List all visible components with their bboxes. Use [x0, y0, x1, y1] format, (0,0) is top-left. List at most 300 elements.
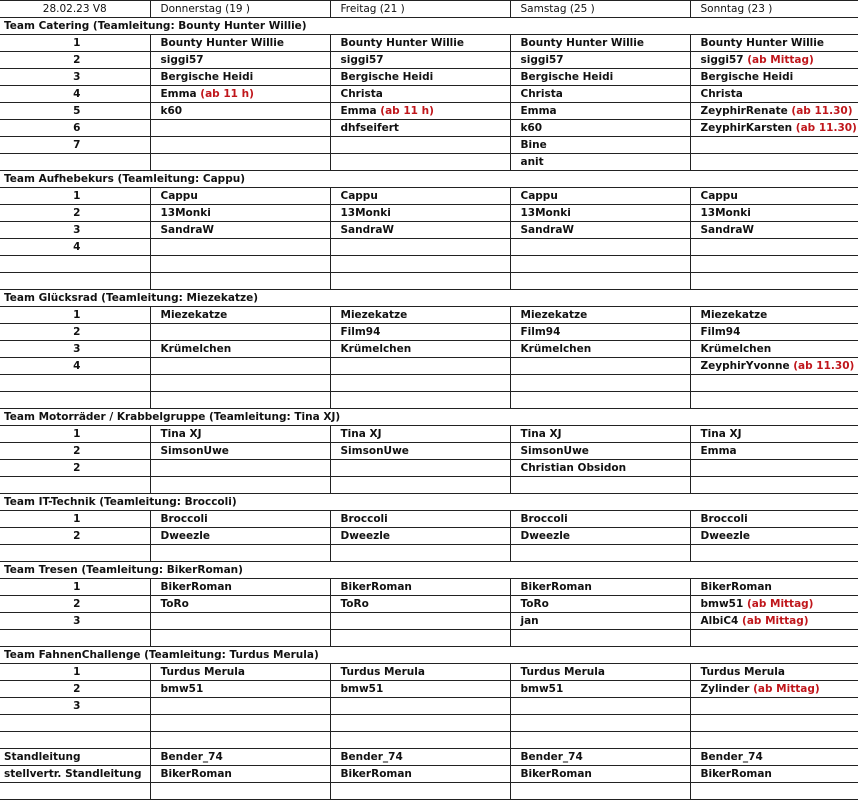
- volunteer-name: Turdus Merula: [520, 666, 605, 678]
- volunteer-name: SandraW: [340, 224, 394, 236]
- section-title-row: [0, 647, 858, 664]
- schedule-cell[interactable]: [510, 715, 690, 732]
- row-label[interactable]: 1: [0, 188, 150, 205]
- schedule-cell[interactable]: [330, 52, 510, 69]
- volunteer-name: Bergische Heidi: [340, 71, 434, 83]
- day-header-sunday[interactable]: Sonntag (23 ): [690, 1, 858, 18]
- schedule-cell[interactable]: [330, 749, 510, 766]
- schedule-cell[interactable]: [330, 375, 510, 392]
- row-label[interactable]: [0, 630, 150, 647]
- volunteer-name: ToRo: [160, 598, 189, 610]
- schedule-cell[interactable]: [330, 307, 510, 324]
- row-label[interactable]: 2: [0, 528, 150, 545]
- schedule-cell[interactable]: [150, 460, 330, 477]
- schedule-cell[interactable]: [510, 69, 690, 86]
- section-title-row: [0, 290, 858, 307]
- schedule-cell[interactable]: [150, 375, 330, 392]
- volunteer-name: 13Monki: [700, 207, 751, 219]
- volunteer-name: Cappu: [340, 190, 378, 202]
- schedule-cell[interactable]: [330, 511, 510, 528]
- volunteer-name: Broccoli: [340, 513, 388, 525]
- schedule-cell[interactable]: [690, 239, 858, 256]
- volunteer-name: Miezekatze: [340, 309, 408, 321]
- schedule-cell[interactable]: [150, 681, 330, 698]
- table-row: [0, 477, 858, 494]
- footer-row: [0, 783, 858, 800]
- row-label[interactable]: 2: [0, 596, 150, 613]
- schedule-cell[interactable]: [150, 511, 330, 528]
- schedule-cell[interactable]: [690, 749, 858, 766]
- schedule-cell[interactable]: [690, 613, 858, 630]
- schedule-cell[interactable]: [330, 596, 510, 613]
- schedule-cell[interactable]: [690, 307, 858, 324]
- volunteer-name: Emma: [160, 88, 197, 100]
- schedule-cell[interactable]: [330, 120, 510, 137]
- section-title-row: [0, 18, 858, 35]
- table-row: [0, 69, 858, 86]
- schedule-cell[interactable]: [690, 630, 858, 647]
- volunteer-name: SimsonUwe: [340, 445, 409, 457]
- table-row: [0, 154, 858, 171]
- row-label[interactable]: 4: [0, 239, 150, 256]
- schedule-cell[interactable]: [510, 477, 690, 494]
- volunteer-name: AlbiC4: [700, 615, 739, 627]
- table-row: [0, 273, 858, 290]
- schedule-cell[interactable]: [150, 273, 330, 290]
- schedule-cell[interactable]: [510, 324, 690, 341]
- schedule-cell[interactable]: [510, 511, 690, 528]
- table-row: [0, 579, 858, 596]
- row-label[interactable]: [0, 375, 150, 392]
- schedule-cell[interactable]: [150, 256, 330, 273]
- schedule-cell[interactable]: [510, 460, 690, 477]
- volunteer-name: Cappu: [520, 190, 558, 202]
- volunteer-name: dhfseifert: [340, 122, 399, 134]
- table-row: [0, 103, 858, 120]
- schedule-cell[interactable]: [510, 358, 690, 375]
- row-label[interactable]: [0, 732, 150, 749]
- schedule-cell[interactable]: [690, 528, 858, 545]
- schedule-cell[interactable]: [150, 426, 330, 443]
- volunteer-name: ZeyphirRenate: [700, 105, 788, 117]
- schedule-cell[interactable]: [690, 460, 858, 477]
- volunteer-name: Bounty Hunter Willie: [700, 37, 824, 49]
- row-label[interactable]: 2: [0, 443, 150, 460]
- volunteer-name: ToRo: [340, 598, 369, 610]
- section-title[interactable]: Team Motorräder / Krabbelgruppe (Teamleitung: Tina XJ): [0, 409, 858, 426]
- section-title-row: [0, 171, 858, 188]
- volunteer-name: Cappu: [160, 190, 198, 202]
- schedule-cell[interactable]: [150, 545, 330, 562]
- schedule-cell[interactable]: [690, 205, 858, 222]
- schedule-cell[interactable]: [690, 341, 858, 358]
- schedule-cell[interactable]: [690, 273, 858, 290]
- volunteer-name: bmw51: [700, 598, 744, 610]
- row-label[interactable]: [0, 392, 150, 409]
- schedule-cell[interactable]: [510, 766, 690, 783]
- table-row: [0, 86, 858, 103]
- schedule-cell[interactable]: [510, 392, 690, 409]
- volunteer-name: Film94: [700, 326, 741, 338]
- time-note: (ab 11 h): [380, 105, 434, 117]
- schedule-cell[interactable]: [510, 35, 690, 52]
- schedule-cell[interactable]: [150, 137, 330, 154]
- schedule-cell[interactable]: [690, 256, 858, 273]
- volunteer-name: Bounty Hunter Willie: [520, 37, 644, 49]
- table-row: [0, 698, 858, 715]
- schedule-cell[interactable]: [510, 596, 690, 613]
- schedule-cell[interactable]: [510, 273, 690, 290]
- row-label[interactable]: 2: [0, 205, 150, 222]
- volunteer-name: Zylinder: [700, 683, 750, 695]
- schedule-cell[interactable]: [330, 239, 510, 256]
- schedule-cell[interactable]: [690, 545, 858, 562]
- table-row: [0, 392, 858, 409]
- volunteer-name: ZeyphirYvonne: [700, 360, 790, 372]
- schedule-cell[interactable]: [330, 273, 510, 290]
- row-label[interactable]: 3: [0, 698, 150, 715]
- table-row: [0, 732, 858, 749]
- schedule-cell[interactable]: [330, 392, 510, 409]
- schedule-cell[interactable]: [330, 222, 510, 239]
- schedule-cell[interactable]: [150, 324, 330, 341]
- volunteer-name: Miezekatze: [160, 309, 228, 321]
- schedule-cell[interactable]: [690, 783, 858, 800]
- schedule-cell[interactable]: [690, 120, 858, 137]
- schedule-cell[interactable]: [150, 477, 330, 494]
- row-label[interactable]: Standleitung: [0, 749, 150, 766]
- schedule-cell[interactable]: [330, 545, 510, 562]
- table-row: [0, 715, 858, 732]
- schedule-cell[interactable]: [330, 613, 510, 630]
- time-note: (ab Mittag): [747, 54, 814, 66]
- schedule-cell[interactable]: [510, 307, 690, 324]
- schedule-cell[interactable]: [510, 783, 690, 800]
- schedule-cell[interactable]: [690, 511, 858, 528]
- schedule-cell[interactable]: [150, 103, 330, 120]
- schedule-cell[interactable]: [510, 188, 690, 205]
- schedule-cell[interactable]: [330, 69, 510, 86]
- schedule-cell[interactable]: [150, 222, 330, 239]
- schedule-cell[interactable]: [330, 528, 510, 545]
- row-label[interactable]: 6: [0, 120, 150, 137]
- schedule-cell[interactable]: [510, 545, 690, 562]
- row-label[interactable]: 3: [0, 613, 150, 630]
- schedule-cell[interactable]: [150, 698, 330, 715]
- schedule-cell[interactable]: [690, 681, 858, 698]
- table-row: [0, 426, 858, 443]
- time-note: (ab 11.30): [793, 360, 855, 372]
- volunteer-name: siggi57: [160, 54, 204, 66]
- schedule-cell[interactable]: [690, 477, 858, 494]
- day-header-friday[interactable]: Freitag (21 ): [330, 1, 510, 18]
- schedule-cell[interactable]: [150, 205, 330, 222]
- row-label[interactable]: [0, 154, 150, 171]
- table-row: [0, 52, 858, 69]
- schedule-cell[interactable]: [150, 239, 330, 256]
- volunteer-name: 13Monki: [520, 207, 571, 219]
- schedule-cell[interactable]: [150, 307, 330, 324]
- schedule-cell[interactable]: [690, 154, 858, 171]
- schedule-cell[interactable]: [690, 392, 858, 409]
- schedule-cell[interactable]: [690, 426, 858, 443]
- schedule-cell[interactable]: [330, 358, 510, 375]
- schedule-cell[interactable]: [330, 698, 510, 715]
- volunteer-name: BikerRoman: [340, 768, 412, 780]
- schedule-cell[interactable]: [330, 205, 510, 222]
- volunteer-name: SimsonUwe: [160, 445, 229, 457]
- schedule-cell[interactable]: [690, 715, 858, 732]
- volunteer-name: Emma: [340, 105, 377, 117]
- schedule-cell[interactable]: [510, 630, 690, 647]
- schedule-cell[interactable]: [330, 783, 510, 800]
- schedule-cell[interactable]: [510, 443, 690, 460]
- schedule-cell[interactable]: [330, 154, 510, 171]
- schedule-cell[interactable]: [330, 137, 510, 154]
- table-row: [0, 511, 858, 528]
- row-label[interactable]: 1: [0, 426, 150, 443]
- schedule-cell[interactable]: [690, 188, 858, 205]
- time-note: (ab 11.30): [795, 122, 857, 134]
- schedule-cell[interactable]: [330, 477, 510, 494]
- schedule-cell[interactable]: [330, 324, 510, 341]
- row-label[interactable]: 1: [0, 511, 150, 528]
- day-header-thursday[interactable]: Donnerstag (19 ): [150, 1, 330, 18]
- schedule-cell[interactable]: [330, 579, 510, 596]
- schedule-cell[interactable]: [150, 732, 330, 749]
- time-note: (ab Mittag): [742, 615, 809, 627]
- row-label[interactable]: 3: [0, 69, 150, 86]
- volunteer-name: Bender_74: [160, 751, 223, 763]
- schedule-cell[interactable]: [690, 596, 858, 613]
- schedule-cell[interactable]: [690, 579, 858, 596]
- schedule-cell[interactable]: [510, 341, 690, 358]
- row-label[interactable]: 1: [0, 35, 150, 52]
- row-label[interactable]: [0, 715, 150, 732]
- schedule-cell[interactable]: [690, 358, 858, 375]
- volunteer-name: Emma: [700, 445, 737, 457]
- schedule-cell[interactable]: [510, 698, 690, 715]
- schedule-cell[interactable]: [150, 783, 330, 800]
- row-label[interactable]: 1: [0, 579, 150, 596]
- schedule-cell[interactable]: [690, 52, 858, 69]
- schedule-cell[interactable]: [510, 426, 690, 443]
- schedule-cell[interactable]: [150, 596, 330, 613]
- schedule-cell[interactable]: [330, 664, 510, 681]
- schedule-cell[interactable]: [150, 120, 330, 137]
- schedule-cell[interactable]: [690, 324, 858, 341]
- schedule-cell[interactable]: [510, 154, 690, 171]
- volunteer-name: Krümelchen: [160, 343, 232, 355]
- schedule-cell[interactable]: [150, 341, 330, 358]
- row-label[interactable]: 5: [0, 103, 150, 120]
- table-row: [0, 528, 858, 545]
- section-title[interactable]: Team IT-Technik (Teamleitung: Broccoli): [0, 494, 858, 511]
- schedule-cell[interactable]: [690, 103, 858, 120]
- schedule-cell[interactable]: [330, 681, 510, 698]
- schedule-cell[interactable]: [150, 749, 330, 766]
- schedule-cell[interactable]: [690, 443, 858, 460]
- schedule-cell[interactable]: [690, 69, 858, 86]
- volunteer-name: SimsonUwe: [520, 445, 589, 457]
- table-row: [0, 35, 858, 52]
- schedule-cell[interactable]: [510, 222, 690, 239]
- row-label[interactable]: 2: [0, 52, 150, 69]
- volunteer-name: Bergische Heidi: [520, 71, 614, 83]
- section-title[interactable]: Team FahnenChallenge (Teamleitung: Turdus Merula): [0, 647, 858, 664]
- schedule-cell[interactable]: [510, 239, 690, 256]
- schedule-cell[interactable]: [150, 579, 330, 596]
- row-label[interactable]: 2: [0, 324, 150, 341]
- volunteer-name: Miezekatze: [520, 309, 588, 321]
- volunteer-name: Bergische Heidi: [700, 71, 794, 83]
- schedule-cell[interactable]: [330, 715, 510, 732]
- schedule-cell[interactable]: [510, 681, 690, 698]
- section-title[interactable]: Team Tresen (Teamleitung: BikerRoman): [0, 562, 858, 579]
- schedule-cell[interactable]: [690, 222, 858, 239]
- table-row: [0, 188, 858, 205]
- row-label[interactable]: 3: [0, 341, 150, 358]
- schedule-cell[interactable]: [510, 732, 690, 749]
- schedule-cell[interactable]: [150, 358, 330, 375]
- schedule-cell[interactable]: [510, 664, 690, 681]
- schedule-cell[interactable]: [150, 188, 330, 205]
- row-label[interactable]: [0, 545, 150, 562]
- table-row: [0, 222, 858, 239]
- row-label[interactable]: 3: [0, 222, 150, 239]
- schedule-cell[interactable]: [330, 766, 510, 783]
- volunteer-name: BikerRoman: [160, 581, 232, 593]
- schedule-cell[interactable]: [150, 443, 330, 460]
- schedule-cell[interactable]: [150, 766, 330, 783]
- row-label[interactable]: 4: [0, 358, 150, 375]
- schedule-cell[interactable]: [330, 732, 510, 749]
- schedule-cell[interactable]: [330, 426, 510, 443]
- version-cell[interactable]: 28.02.23 V8: [0, 1, 150, 18]
- schedule-cell[interactable]: [510, 375, 690, 392]
- row-label[interactable]: 2: [0, 460, 150, 477]
- section-title-row: [0, 494, 858, 511]
- schedule-cell[interactable]: [150, 69, 330, 86]
- schedule-cell[interactable]: [150, 35, 330, 52]
- table-row: [0, 681, 858, 698]
- schedule-cell[interactable]: [150, 528, 330, 545]
- schedule-cell[interactable]: [330, 341, 510, 358]
- schedule-cell[interactable]: [510, 137, 690, 154]
- table-row: [0, 460, 858, 477]
- schedule-cell[interactable]: [330, 86, 510, 103]
- schedule-cell[interactable]: [690, 86, 858, 103]
- header-row: [0, 1, 858, 18]
- schedule-cell[interactable]: [330, 188, 510, 205]
- table-row: [0, 375, 858, 392]
- volunteer-name: BikerRoman: [700, 768, 772, 780]
- schedule-cell[interactable]: [330, 460, 510, 477]
- row-label[interactable]: [0, 273, 150, 290]
- schedule-cell[interactable]: [510, 256, 690, 273]
- row-label[interactable]: 2: [0, 681, 150, 698]
- schedule-cell[interactable]: [150, 613, 330, 630]
- schedule-cell[interactable]: [330, 630, 510, 647]
- schedule-cell[interactable]: [510, 749, 690, 766]
- volunteer-name: Film94: [340, 326, 381, 338]
- schedule-cell[interactable]: [150, 392, 330, 409]
- volunteer-name: siggi57: [700, 54, 744, 66]
- row-label[interactable]: [0, 477, 150, 494]
- schedule-cell[interactable]: [150, 52, 330, 69]
- schedule-cell[interactable]: [150, 154, 330, 171]
- section-title[interactable]: Team Catering (Teamleitung: Bounty Hunter Willie): [0, 18, 858, 35]
- schedule-cell[interactable]: [690, 35, 858, 52]
- volunteer-name: BikerRoman: [520, 581, 592, 593]
- schedule-cell[interactable]: [330, 443, 510, 460]
- schedule-cell[interactable]: [690, 766, 858, 783]
- volunteer-name: Christian Obsidon: [520, 462, 627, 474]
- schedule-cell[interactable]: [330, 35, 510, 52]
- table-row: [0, 443, 858, 460]
- table-row: [0, 307, 858, 324]
- volunteer-name: Krümelchen: [700, 343, 772, 355]
- schedule-cell[interactable]: [510, 613, 690, 630]
- footer-row: [0, 766, 858, 783]
- schedule-cell[interactable]: [690, 732, 858, 749]
- row-label[interactable]: 7: [0, 137, 150, 154]
- row-label[interactable]: [0, 256, 150, 273]
- schedule-cell[interactable]: [510, 103, 690, 120]
- day-header-saturday[interactable]: Samstag (25 ): [510, 1, 690, 18]
- row-label[interactable]: stellvertr. Standleitung: [0, 766, 150, 783]
- schedule-cell[interactable]: [510, 52, 690, 69]
- schedule-cell[interactable]: [690, 375, 858, 392]
- row-label[interactable]: 1: [0, 664, 150, 681]
- row-label[interactable]: 1: [0, 307, 150, 324]
- volunteer-name: BikerRoman: [520, 768, 592, 780]
- schedule-cell[interactable]: [150, 664, 330, 681]
- schedule-cell[interactable]: [690, 664, 858, 681]
- volunteer-name: 13Monki: [340, 207, 391, 219]
- schedule-cell[interactable]: [150, 86, 330, 103]
- schedule-cell[interactable]: [510, 528, 690, 545]
- schedule-cell[interactable]: [510, 579, 690, 596]
- row-label[interactable]: 4: [0, 86, 150, 103]
- section-title[interactable]: Team Aufhebekurs (Teamleitung: Cappu): [0, 171, 858, 188]
- table-row: [0, 545, 858, 562]
- schedule-cell[interactable]: [510, 120, 690, 137]
- volunteer-name: SandraW: [700, 224, 754, 236]
- schedule-cell[interactable]: [150, 630, 330, 647]
- schedule-cell[interactable]: [690, 137, 858, 154]
- schedule-cell[interactable]: [510, 86, 690, 103]
- volunteer-name: Turdus Merula: [340, 666, 425, 678]
- volunteer-name: Tina XJ: [520, 428, 562, 440]
- volunteer-name: jan: [520, 615, 539, 627]
- section-title[interactable]: Team Glücksrad (Teamleitung: Miezekatze): [0, 290, 858, 307]
- schedule-cell[interactable]: [510, 205, 690, 222]
- schedule-cell[interactable]: [150, 715, 330, 732]
- table-row: [0, 256, 858, 273]
- volunteer-name: Bine: [520, 139, 547, 151]
- volunteer-name: Bounty Hunter Willie: [340, 37, 464, 49]
- schedule-cell[interactable]: [330, 103, 510, 120]
- volunteer-name: Dweezle: [340, 530, 390, 542]
- schedule-cell[interactable]: [690, 698, 858, 715]
- schedule-cell[interactable]: [330, 256, 510, 273]
- volunteer-name: siggi57: [520, 54, 564, 66]
- volunteer-name: Emma: [520, 105, 557, 117]
- footer-row: [0, 749, 858, 766]
- row-label[interactable]: [0, 783, 150, 800]
- volunteer-name: Dweezle: [520, 530, 570, 542]
